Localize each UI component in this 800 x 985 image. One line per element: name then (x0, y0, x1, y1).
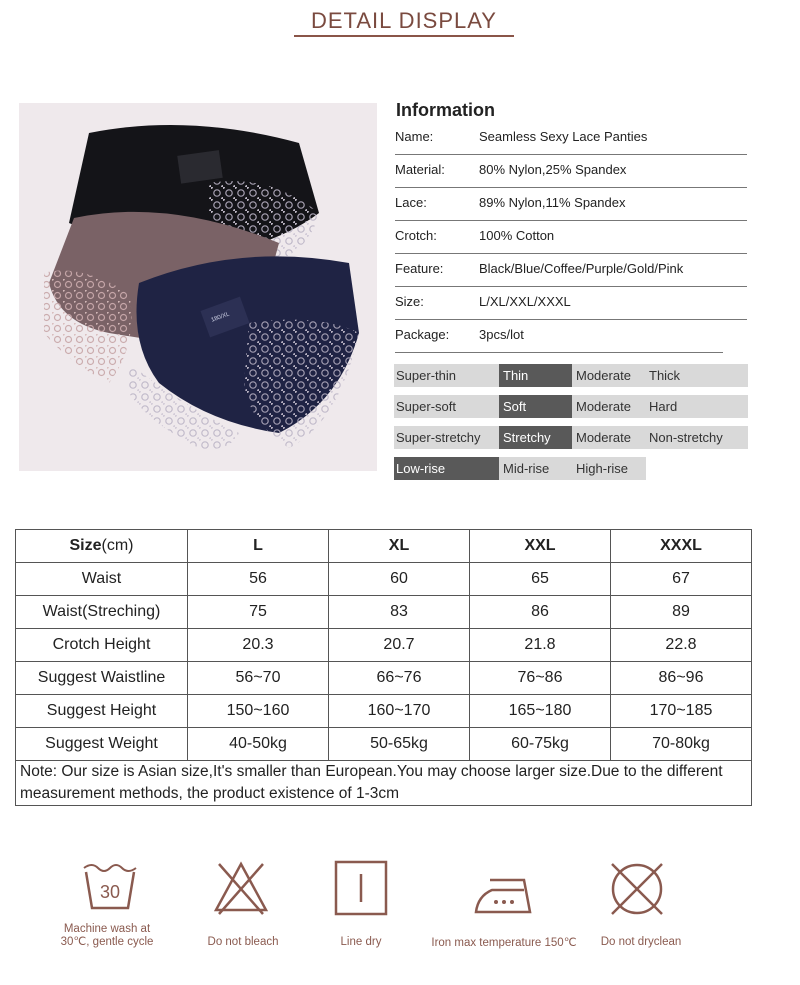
iron-icon (474, 870, 542, 921)
table-row (16, 695, 752, 728)
table-cell: 65 (470, 563, 611, 596)
row-label: Waist(Streching) (16, 596, 188, 629)
care-label-wash (50, 923, 164, 949)
table-cell: 76~86 (470, 662, 611, 695)
size-header: Size (69, 537, 102, 554)
information-heading: Information (396, 100, 495, 120)
table-cell: 170~185 (611, 695, 752, 728)
table-cell: 21.8 (470, 629, 611, 662)
scale-option: Moderate (572, 364, 647, 387)
column-header: XL (329, 530, 470, 563)
wash-temperature: 30 (99, 882, 121, 902)
title-underline (294, 35, 514, 37)
info-value: 89% Nylon,11% Spandex (479, 195, 626, 210)
scale-option: Non-stretchy (647, 426, 748, 449)
product-photo-illustration (19, 103, 377, 471)
table-cell: 22.8 (611, 629, 752, 662)
table-cell: 40-50kg (188, 728, 329, 761)
table-row (16, 662, 752, 695)
table-cell: 89 (611, 596, 752, 629)
info-row-package (395, 319, 723, 353)
info-key: Name: (395, 129, 434, 144)
table-cell: 165~180 (470, 695, 611, 728)
size-unit: (cm) (101, 537, 134, 554)
info-value: Black/Blue/Coffee/Purple/Gold/Pink (479, 261, 684, 276)
info-row-name (395, 121, 747, 155)
scale-option: Moderate (572, 395, 647, 418)
info-value: 100% Cotton (479, 228, 555, 243)
care-label-dry: Line dry (340, 936, 382, 948)
table-cell: 67 (611, 563, 752, 596)
info-row-lace (395, 187, 747, 221)
do-not-dryclean-icon (608, 860, 666, 923)
table-note-row (16, 761, 752, 806)
info-key: Lace: (395, 195, 427, 210)
scale-option-selected: Soft (499, 395, 572, 418)
info-key: Size: (395, 294, 424, 309)
table-cell: 60 (329, 563, 470, 596)
table-cell: 70-80kg (611, 728, 752, 761)
info-value: 3pcs/lot (479, 327, 524, 342)
scale-option: Mid-rise (499, 457, 572, 480)
info-key: Material: (395, 162, 445, 177)
scale-option-selected: Stretchy (499, 426, 572, 449)
table-row (16, 629, 752, 662)
row-label: Crotch Height (16, 629, 188, 662)
scale-option-selected: Low-rise (394, 457, 499, 480)
table-row (16, 728, 752, 761)
size-table (15, 529, 752, 806)
care-label-dryclean: Do not dryclean (600, 936, 682, 948)
care-label-wash-line1: Machine wash at (63, 923, 151, 935)
line-dry-icon (334, 860, 388, 921)
table-cell: 160~170 (329, 695, 470, 728)
row-label: Suggest Height (16, 695, 188, 728)
table-cell: 56~70 (188, 662, 329, 695)
row-label: Waist (16, 563, 188, 596)
info-row-material (395, 154, 747, 188)
size-note: Note: Our size is Asian size,It's smaller than European.You may choose larger size.Due to the different measurement methods, the product existence of 1-3cm (16, 761, 752, 806)
table-cell: 150~160 (188, 695, 329, 728)
table-cell: 50-65kg (329, 728, 470, 761)
table-cell: 60-75kg (470, 728, 611, 761)
care-label-iron: Iron max temperature 150℃ (431, 937, 577, 949)
info-key: Feature: (395, 261, 444, 276)
row-label: Suggest Waistline (16, 662, 188, 695)
scale-option: Moderate (572, 426, 647, 449)
garment-tag-text: 180/XL (210, 311, 231, 324)
scale-option: High-rise (572, 457, 646, 480)
size-header-cell (16, 530, 188, 563)
column-header: XXL (470, 530, 611, 563)
column-header: XXXL (611, 530, 752, 563)
page-title: DETAIL DISPLAY (311, 8, 497, 33)
table-row (16, 563, 752, 596)
table-cell: 86~96 (611, 662, 752, 695)
table-cell: 66~76 (329, 662, 470, 695)
navy-panty (129, 256, 359, 449)
info-row-crotch (395, 220, 747, 254)
table-cell: 56 (188, 563, 329, 596)
machine-wash-icon (82, 860, 138, 915)
column-header: L (188, 530, 329, 563)
info-key: Package: (395, 327, 450, 342)
table-cell: 20.7 (329, 629, 470, 662)
table-header-row (16, 530, 752, 563)
table-cell: 20.3 (188, 629, 329, 662)
scale-option: Super-thin (394, 364, 499, 387)
scale-option: Super-soft (394, 395, 499, 418)
scale-option: Thick (647, 364, 748, 387)
do-not-bleach-icon (213, 860, 269, 921)
product-photo (19, 103, 377, 471)
scale-option-selected: Thin (499, 364, 572, 387)
row-label: Suggest Weight (16, 728, 188, 761)
table-cell: 75 (188, 596, 329, 629)
info-value: Seamless Sexy Lace Panties (479, 129, 648, 144)
table-cell: 86 (470, 596, 611, 629)
info-key: Crotch: (395, 228, 437, 243)
table-cell: 83 (329, 596, 470, 629)
table-row (16, 596, 752, 629)
care-label-bleach: Do not bleach (207, 936, 279, 948)
info-row-size (395, 286, 747, 320)
scale-option: Super-stretchy (394, 426, 499, 449)
info-row-feature (395, 253, 747, 287)
scale-option: Hard (647, 395, 748, 418)
info-value: 80% Nylon,25% Spandex (479, 162, 627, 177)
info-value: L/XL/XXL/XXXL (479, 294, 571, 309)
care-label-wash-line2: 30℃, gentle cycle (60, 936, 154, 948)
